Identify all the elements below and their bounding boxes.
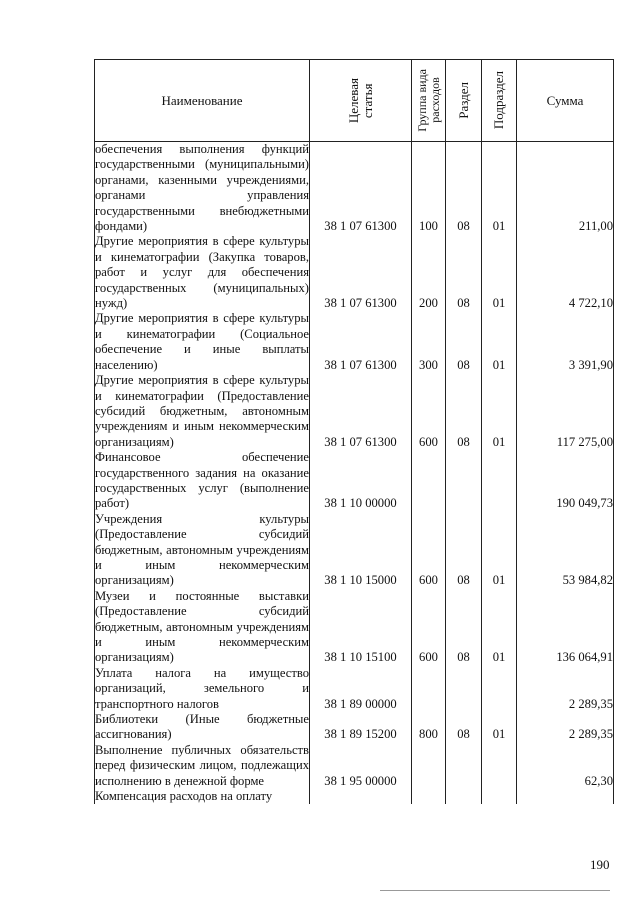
table-row	[95, 311, 614, 373]
table-row	[95, 666, 614, 712]
table-header-row	[95, 60, 614, 142]
row-group: 600	[412, 512, 446, 589]
row-section: 08	[446, 712, 482, 743]
table-row	[95, 743, 614, 789]
row-target: 38 1 10 00000	[310, 450, 412, 512]
table-row	[95, 712, 614, 743]
row-subsection: 01	[482, 142, 517, 235]
row-sum: 190 049,73	[517, 450, 614, 512]
row-sum: 211,00	[517, 142, 614, 235]
row-group: 200	[412, 234, 446, 311]
row-section	[446, 789, 482, 804]
row-group: 600	[412, 373, 446, 450]
row-sum: 117 275,00	[517, 373, 614, 450]
row-subsection	[482, 450, 517, 512]
table-body	[95, 142, 614, 805]
table-row	[95, 789, 614, 804]
row-sum	[517, 789, 614, 804]
row-name: обеспечения выполнения функций государственными (муниципальными) органами, казенными учреждениями, органами управления государственными внебюджетными фондами)	[95, 142, 309, 234]
row-section: 08	[446, 512, 482, 589]
row-section	[446, 666, 482, 712]
row-target: 38 1 07 61300	[310, 142, 412, 235]
row-target: 38 1 89 15200	[310, 712, 412, 743]
row-name: Выполнение публичных обязательств перед физическим лицом, подлежащих исполнению в денежной форме	[95, 742, 309, 788]
row-name: Другие мероприятия в сфере культуры и кинематографии (Закупка товаров, работ и услуг для обеспечения государственных (муниципальных) нужд)	[95, 234, 309, 311]
row-target: 38 1 89 00000	[310, 666, 412, 712]
row-group	[412, 789, 446, 804]
row-group: 300	[412, 311, 446, 373]
row-sum: 62,30	[517, 743, 614, 789]
row-name: Библиотеки (Иные бюджетные ассигнования)	[95, 712, 309, 742]
table-row	[95, 450, 614, 512]
row-target: 38 1 07 61300	[310, 311, 412, 373]
row-subsection: 01	[482, 311, 517, 373]
row-section: 08	[446, 589, 482, 666]
row-sum: 4 722,10	[517, 234, 614, 311]
row-subsection: 01	[482, 712, 517, 743]
table-row	[95, 234, 614, 311]
row-name: Учреждения культуры (Предоставление субсидий бюджетным, автономным учреждениям и иным некоммерческим организациям)	[95, 511, 309, 588]
row-target: 38 1 10 15000	[310, 512, 412, 589]
row-target: 38 1 10 15100	[310, 589, 412, 666]
row-name: Компенсация расходов на оплату	[95, 789, 310, 804]
row-section	[446, 450, 482, 512]
row-subsection: 01	[482, 512, 517, 589]
budget-table	[94, 59, 614, 804]
row-section: 08	[446, 142, 482, 235]
row-name: Финансовое обеспечение государственного задания на оказание государственных услуг (выполнение работ)	[95, 450, 309, 511]
footer-divider	[380, 890, 610, 891]
row-subsection: 01	[482, 373, 517, 450]
row-subsection	[482, 743, 517, 789]
page-number: 190	[590, 857, 610, 872]
row-sum: 53 984,82	[517, 512, 614, 589]
row-group: 800	[412, 712, 446, 743]
row-group: 600	[412, 589, 446, 666]
header-sum: Сумма	[517, 60, 614, 142]
row-section: 08	[446, 373, 482, 450]
row-group	[412, 450, 446, 512]
row-subsection: 01	[482, 234, 517, 311]
header-target: Целевая статья	[310, 60, 412, 142]
header-section: Раздел	[446, 60, 482, 142]
row-section	[446, 743, 482, 789]
row-name: Уплата налога на имущество организаций, земельного и транспортного налогов	[95, 665, 309, 711]
row-target: 38 1 07 61300	[310, 234, 412, 311]
table-row	[95, 142, 614, 235]
header-subsection: Подраздел	[482, 60, 517, 142]
row-name: Другие мероприятия в сфере культуры и кинематографии (Социальное обеспечение и иные выплаты населению)	[95, 311, 309, 372]
row-subsection	[482, 789, 517, 804]
row-subsection	[482, 666, 517, 712]
row-group	[412, 743, 446, 789]
row-section: 08	[446, 311, 482, 373]
row-target	[310, 789, 412, 804]
table-row	[95, 512, 614, 589]
row-sum: 2 289,35	[517, 712, 614, 743]
row-target: 38 1 07 61300	[310, 373, 412, 450]
table-row	[95, 373, 614, 450]
row-section: 08	[446, 234, 482, 311]
row-subsection: 01	[482, 589, 517, 666]
row-name: Музеи и постоянные выставки (Предоставление субсидий бюджетным, автономным учреждениям и иным некоммерческим организациям)	[95, 588, 309, 665]
row-group: 100	[412, 142, 446, 235]
header-group: Группа вида расходов	[412, 60, 446, 142]
row-name: Другие мероприятия в сфере культуры и кинематографии (Предоставление субсидий бюджетным, автономным учреждениям и иным некоммерческим организациям)	[95, 373, 309, 449]
row-target: 38 1 95 00000	[310, 743, 412, 789]
row-group	[412, 666, 446, 712]
header-name: Наименование	[95, 60, 310, 142]
row-sum: 136 064,91	[517, 589, 614, 666]
table-row	[95, 589, 614, 666]
row-sum: 3 391,90	[517, 311, 614, 373]
row-sum: 2 289,35	[517, 666, 614, 712]
